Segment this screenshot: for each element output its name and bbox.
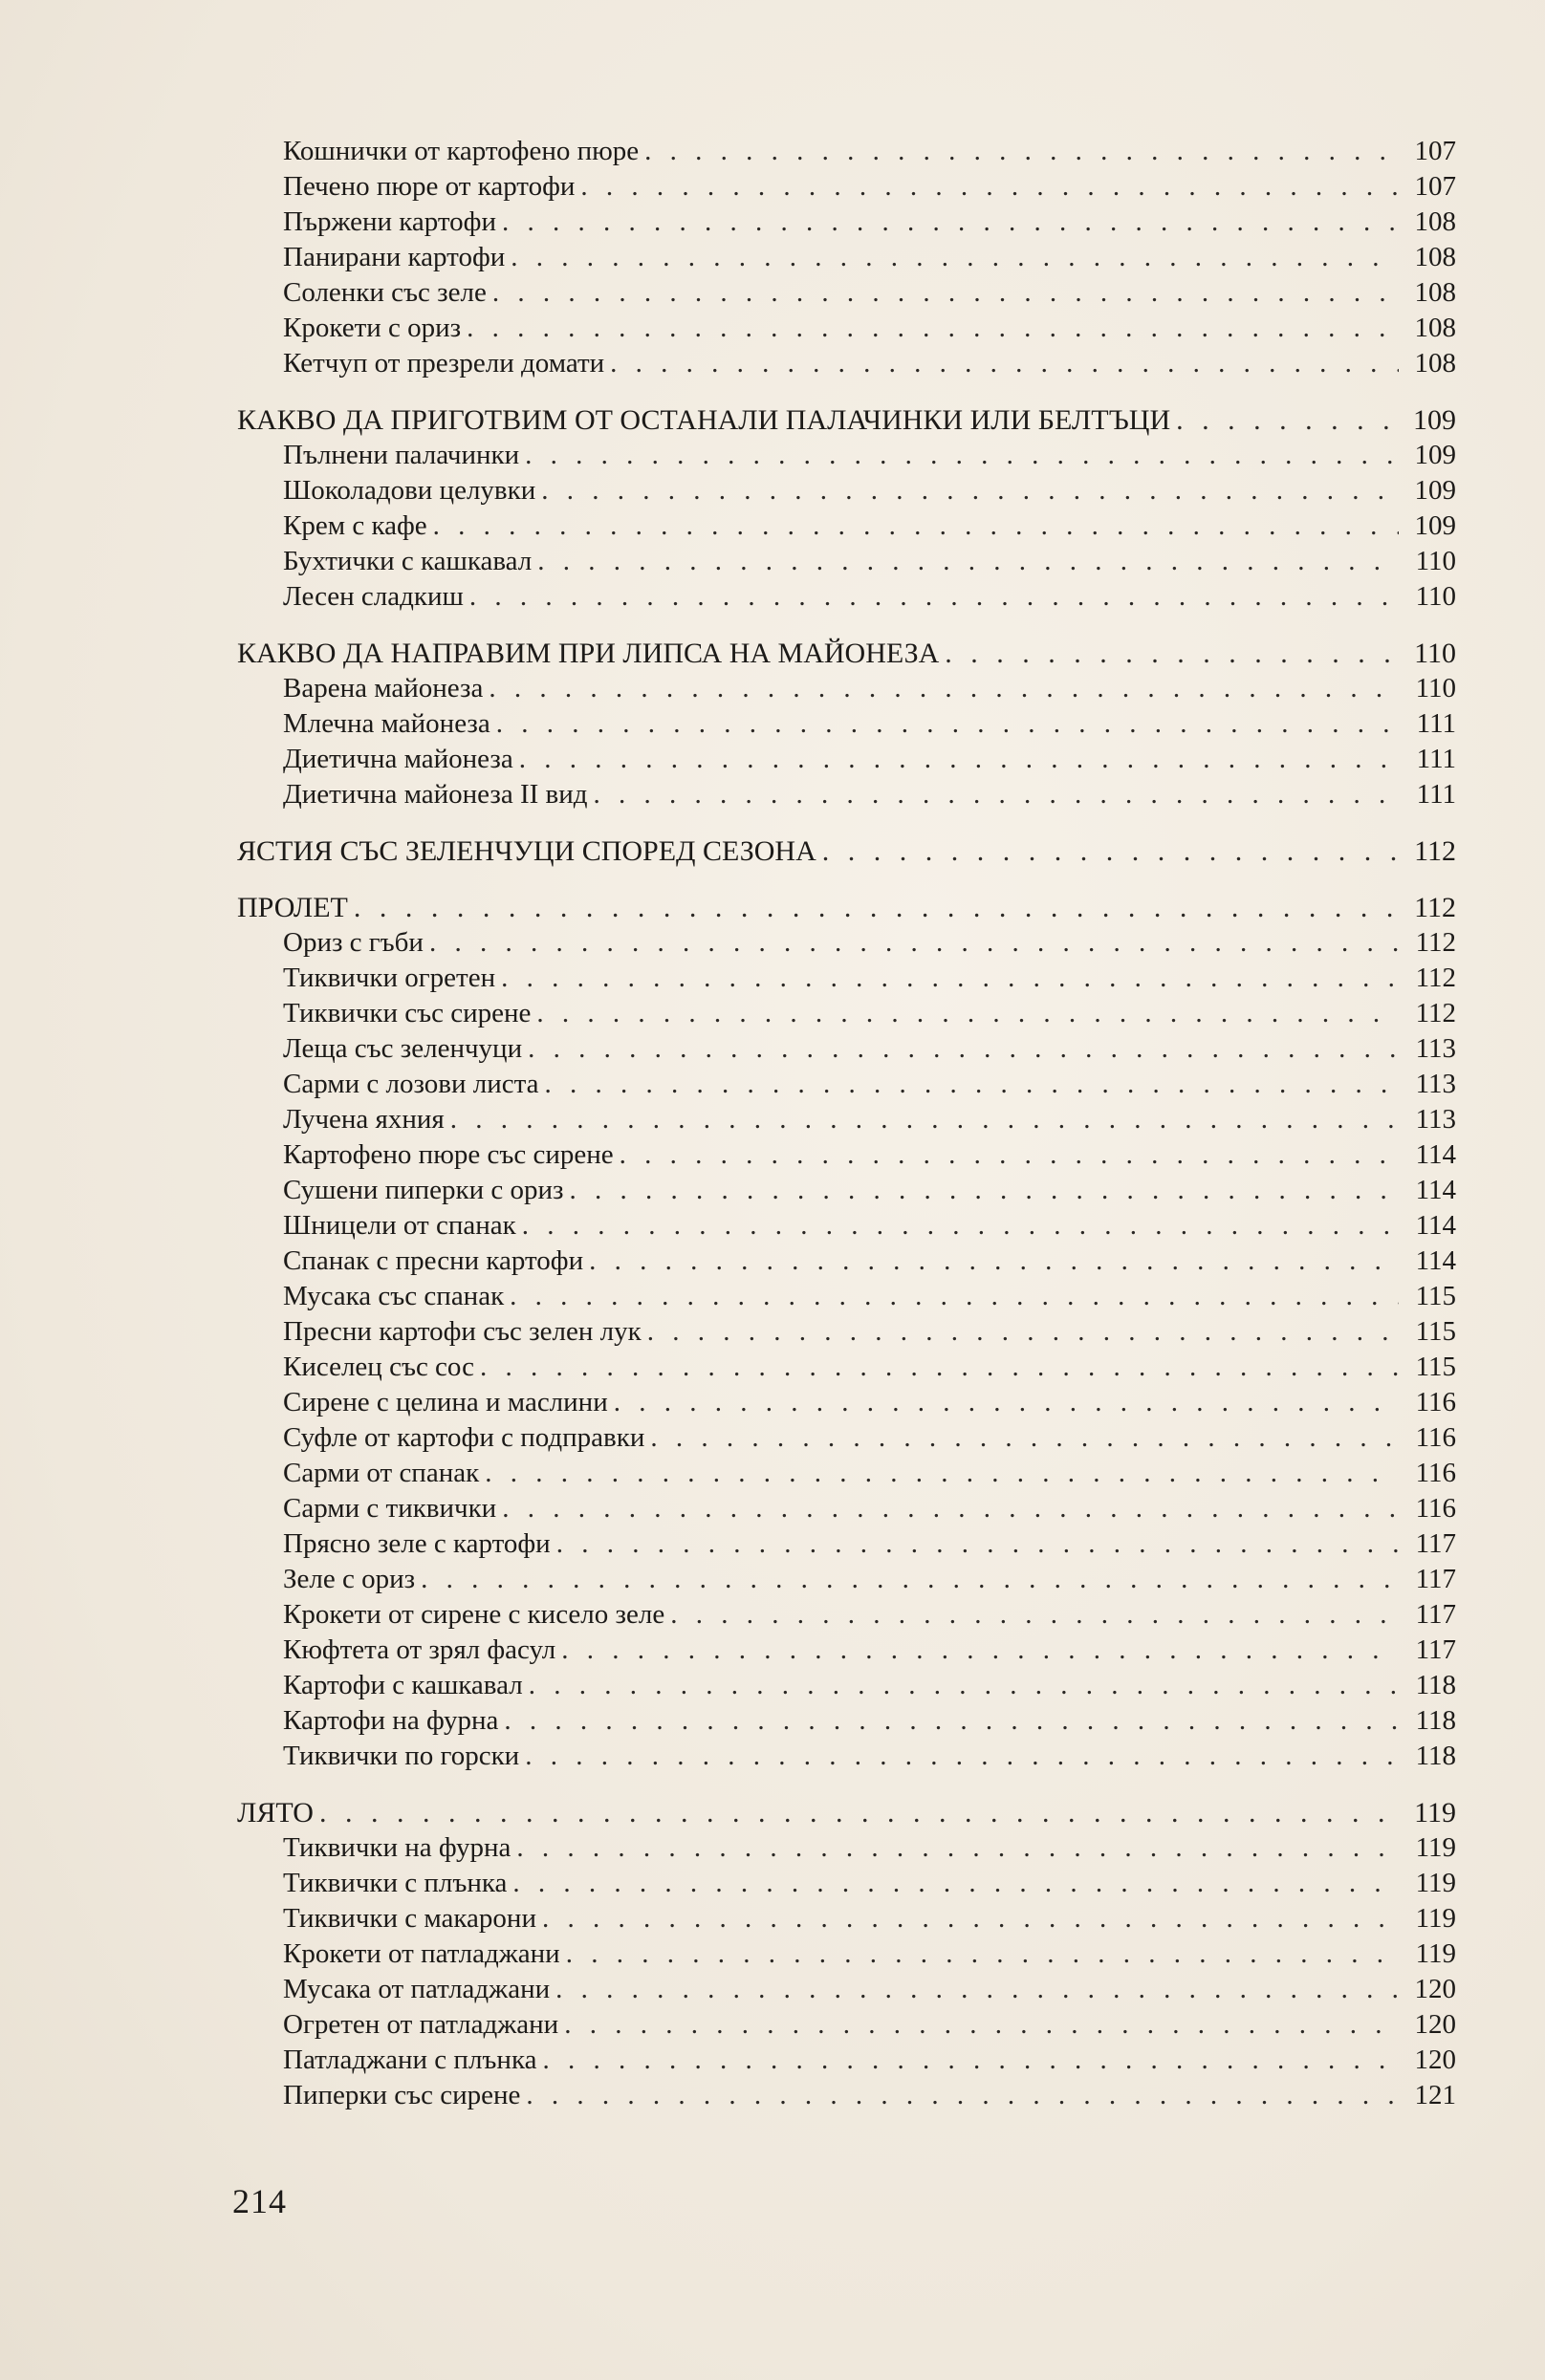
section-gap xyxy=(237,381,1456,402)
dot-leader xyxy=(519,742,1399,777)
toc-entry-page: 112 xyxy=(1415,927,1456,958)
toc-entry xyxy=(237,205,1456,240)
toc-entry xyxy=(237,1866,1456,1901)
section-heading-title: КАКВО ДА ПРИГОТВИМ ОТ ОСТАНАЛИ ПАЛАЧИНКИ ИЛИ БЕЛТЪЦИ xyxy=(237,404,1171,436)
toc-entry-page: 110 xyxy=(1415,546,1456,576)
dot-leader xyxy=(647,1314,1399,1350)
toc-entry-page: 117 xyxy=(1415,1528,1456,1559)
toc-entry xyxy=(237,1385,1456,1420)
toc-entry xyxy=(237,706,1456,742)
dot-leader xyxy=(536,996,1399,1031)
toc-entry-title: Картофи на фурна xyxy=(283,1705,499,1736)
dot-leader xyxy=(511,240,1399,275)
dot-leader xyxy=(496,706,1399,742)
toc-entry xyxy=(237,1456,1456,1491)
toc-entry-title: Шоколадови целувки xyxy=(283,475,536,506)
toc-entry xyxy=(237,2007,1456,2043)
dot-leader xyxy=(545,1067,1400,1102)
toc-entry-title: Мусака от патладжани xyxy=(283,1974,551,2004)
toc-entry-title: Тиквички с плънка xyxy=(283,1868,508,1898)
toc-entry xyxy=(237,671,1456,706)
toc-entry-page: 113 xyxy=(1415,1069,1456,1099)
toc-entry-page: 120 xyxy=(1414,1974,1456,2004)
toc-entry-page: 108 xyxy=(1414,206,1456,237)
dot-leader xyxy=(555,1972,1399,2007)
section-heading-page: 109 xyxy=(1413,404,1456,436)
dot-leader xyxy=(541,473,1399,508)
toc-entry-page: 112 xyxy=(1415,998,1456,1028)
toc-entry xyxy=(237,996,1456,1031)
toc-entry-title: Тиквички на фурна xyxy=(283,1832,511,1863)
toc-entry-page: 113 xyxy=(1415,1033,1456,1064)
toc-entry-page: 119 xyxy=(1415,1938,1456,1969)
toc-entry-title: Пиперки със сирене xyxy=(283,2080,521,2110)
dot-leader xyxy=(580,169,1399,205)
section-heading-title: ЯСТИЯ СЪС ЗЕЛЕНЧУЦИ СПОРЕД СЕЗОНА xyxy=(237,835,816,867)
toc-entry-title: Тиквички с макарони xyxy=(283,1903,536,1934)
dot-leader xyxy=(564,2007,1399,2043)
toc-entry xyxy=(237,961,1456,996)
toc-entry-title: Зеле с ориз xyxy=(283,1564,416,1594)
toc-entry-page: 117 xyxy=(1415,1599,1456,1630)
toc-entry-page: 115 xyxy=(1415,1281,1456,1311)
toc-entry xyxy=(237,1526,1456,1562)
toc-entry-title: Шницели от спанак xyxy=(283,1210,516,1241)
toc-entry xyxy=(237,1830,1456,1866)
toc-entry-title: Сирене с целина и маслини xyxy=(283,1387,608,1417)
dot-leader xyxy=(501,961,1399,996)
section-heading-page: 112 xyxy=(1414,892,1456,923)
toc-entry-page: 116 xyxy=(1415,1422,1456,1453)
section-heading-title: ПРОЛЕТ xyxy=(237,892,348,923)
toc-entry xyxy=(237,1739,1456,1774)
toc-entry-page: 114 xyxy=(1415,1139,1456,1170)
toc-entry-title: Прясно зеле с картофи xyxy=(283,1528,551,1559)
toc-entry-page: 119 xyxy=(1415,1868,1456,1898)
dot-leader xyxy=(670,1597,1399,1633)
toc-entry-page: 108 xyxy=(1414,313,1456,343)
toc-entry xyxy=(237,473,1456,508)
page-number: 214 xyxy=(232,2182,287,2220)
toc-entry-page: 121 xyxy=(1414,2080,1456,2110)
toc-entry xyxy=(237,1314,1456,1350)
dot-leader xyxy=(822,833,1399,869)
section-gap xyxy=(237,1774,1456,1795)
toc-entry-title: Патладжани с плънка xyxy=(283,2045,537,2075)
section-gap xyxy=(237,869,1456,890)
section-heading-page: 119 xyxy=(1414,1797,1456,1828)
toc-entry-page: 116 xyxy=(1415,1458,1456,1488)
dot-leader xyxy=(644,134,1399,169)
toc-entry xyxy=(237,240,1456,275)
dot-leader xyxy=(945,636,1399,671)
toc-entry-title: Крем с кафе xyxy=(283,510,427,541)
toc-entry-page: 107 xyxy=(1414,171,1456,202)
toc-entry-title: Бухтички с кашкавал xyxy=(283,546,533,576)
dot-leader xyxy=(526,2078,1399,2113)
dot-leader xyxy=(542,1901,1399,1936)
dot-leader xyxy=(650,1420,1399,1456)
toc-entry-page: 108 xyxy=(1414,348,1456,379)
section-heading xyxy=(237,636,1456,671)
toc-entry-page: 116 xyxy=(1415,1387,1456,1417)
toc-entry-page: 119 xyxy=(1415,1832,1456,1863)
dot-leader xyxy=(502,1491,1399,1526)
toc-entry-title: Диетична майонеза xyxy=(283,744,513,774)
toc-entry-title: Тиквички по горски xyxy=(283,1741,520,1771)
section-heading xyxy=(237,1795,1456,1830)
dot-leader xyxy=(1176,402,1399,438)
toc-entry xyxy=(237,1972,1456,2007)
toc-entry xyxy=(237,1137,1456,1173)
toc-entry xyxy=(237,2078,1456,2113)
dot-leader xyxy=(561,1633,1399,1668)
toc-entry-title: Пресни картофи със зелен лук xyxy=(283,1316,642,1347)
toc-entry-page: 109 xyxy=(1414,510,1456,541)
toc-entry-page: 108 xyxy=(1414,242,1456,272)
toc-entry xyxy=(237,1703,1456,1739)
toc-entry-title: Огретен от патладжани xyxy=(283,2009,559,2040)
toc-entry-page: 117 xyxy=(1415,1564,1456,1594)
toc-entry-title: Кюфтета от зрял фасул xyxy=(283,1634,556,1665)
toc-entry-title: Мусака със спанак xyxy=(283,1281,505,1311)
dot-leader xyxy=(433,508,1399,544)
toc-entry-page: 110 xyxy=(1415,673,1456,703)
toc-entry xyxy=(237,1668,1456,1703)
toc-entry-page: 107 xyxy=(1414,136,1456,166)
dot-leader xyxy=(489,671,1399,706)
toc-entry-title: Варена майонеза xyxy=(283,673,484,703)
toc-entry-page: 115 xyxy=(1415,1352,1456,1382)
toc-entry-page: 110 xyxy=(1415,581,1456,612)
toc-entry-page: 113 xyxy=(1415,1104,1456,1135)
toc-entry-title: Диетична майонеза II вид xyxy=(283,779,588,810)
toc-entry xyxy=(237,169,1456,205)
toc-entry-title: Сарми с тиквички xyxy=(283,1493,497,1524)
toc-entry-page: 109 xyxy=(1414,475,1456,506)
toc-entry xyxy=(237,1562,1456,1597)
toc-entry-title: Лесен сладкиш xyxy=(283,581,464,612)
toc-entry xyxy=(237,1597,1456,1633)
dot-leader xyxy=(610,346,1399,381)
dot-leader xyxy=(589,1244,1399,1279)
section-heading-title: КАКВО ДА НАПРАВИМ ПРИ ЛИПСА НА МАЙОНЕЗА xyxy=(237,638,940,669)
toc-entry xyxy=(237,1901,1456,1936)
toc-entry-page: 120 xyxy=(1414,2009,1456,2040)
toc-entry-page: 108 xyxy=(1414,277,1456,308)
dot-leader xyxy=(620,1137,1399,1173)
toc-entry-title: Печено пюре от картофи xyxy=(283,171,576,202)
toc-entry xyxy=(237,2043,1456,2078)
dot-leader xyxy=(522,1208,1399,1244)
toc-entry xyxy=(237,1350,1456,1385)
dot-leader xyxy=(512,1866,1399,1901)
toc-entry-title: Тиквички със сирене xyxy=(283,998,532,1028)
dot-leader xyxy=(480,1350,1399,1385)
toc-entry xyxy=(237,1244,1456,1279)
toc-entry-page: 114 xyxy=(1415,1175,1456,1205)
table-of-contents xyxy=(237,134,1456,2113)
toc-entry xyxy=(237,544,1456,579)
toc-entry-title: Пържени картофи xyxy=(283,206,496,237)
toc-entry xyxy=(237,1102,1456,1137)
toc-entry-title: Леща със зеленчуци xyxy=(283,1033,523,1064)
toc-entry-title: Кошнички от картофено пюре xyxy=(283,136,640,166)
toc-entry-page: 119 xyxy=(1415,1903,1456,1934)
toc-entry xyxy=(237,579,1456,615)
dot-leader xyxy=(492,275,1399,311)
toc-entry-page: 109 xyxy=(1414,440,1456,470)
toc-entry-page: 118 xyxy=(1415,1741,1456,1771)
dot-leader xyxy=(485,1456,1399,1491)
toc-entry-page: 114 xyxy=(1415,1245,1456,1276)
toc-entry-title: Спанак с пресни картофи xyxy=(283,1245,584,1276)
toc-entry-title: Соленки със зеле xyxy=(283,277,487,308)
toc-entry-title: Млечна майонеза xyxy=(283,708,490,739)
dot-leader xyxy=(537,544,1399,579)
toc-entry-page: 115 xyxy=(1415,1316,1456,1347)
toc-entry xyxy=(237,1067,1456,1102)
dot-leader xyxy=(525,438,1399,473)
toc-entry xyxy=(237,1173,1456,1208)
section-heading xyxy=(237,402,1456,438)
toc-entry-page: 112 xyxy=(1415,963,1456,993)
toc-entry xyxy=(237,1491,1456,1526)
toc-entry xyxy=(237,1633,1456,1668)
dot-leader xyxy=(529,1668,1399,1703)
toc-entry xyxy=(237,925,1456,961)
section-heading xyxy=(237,833,1456,869)
dot-leader xyxy=(502,205,1399,240)
toc-entry-page: 114 xyxy=(1415,1210,1456,1241)
dot-leader xyxy=(429,925,1399,961)
toc-entry-title: Киселец със сос xyxy=(283,1352,475,1382)
toc-entry-title: Панирани картофи xyxy=(283,242,506,272)
dot-leader xyxy=(566,1936,1399,1972)
toc-entry xyxy=(237,1208,1456,1244)
toc-entry xyxy=(237,1031,1456,1067)
toc-entry-title: Кетчуп от презрели домати xyxy=(283,348,605,379)
section-heading-title: ЛЯТО xyxy=(237,1797,314,1828)
section-heading xyxy=(237,890,1456,925)
toc-entry-title: Суфле от картофи с подправки xyxy=(283,1422,645,1453)
dot-leader xyxy=(570,1173,1400,1208)
toc-entry-page: 117 xyxy=(1415,1634,1456,1665)
dot-leader xyxy=(467,311,1399,346)
toc-entry-title: Лучена яхния xyxy=(283,1104,445,1135)
toc-entry-title: Тиквички огретен xyxy=(283,963,496,993)
dot-leader xyxy=(504,1703,1399,1739)
toc-entry-page: 111 xyxy=(1416,779,1456,810)
toc-entry xyxy=(237,346,1456,381)
toc-entry-page: 111 xyxy=(1416,744,1456,774)
toc-entry-title: Крокети от патладжани xyxy=(283,1938,560,1969)
toc-entry-title: Ориз с гъби xyxy=(283,927,424,958)
dot-leader xyxy=(542,2043,1399,2078)
toc-entry-title: Сарми с лозови листа xyxy=(283,1069,539,1099)
toc-entry xyxy=(237,1936,1456,1972)
dot-leader xyxy=(319,1795,1399,1830)
toc-entry-page: 118 xyxy=(1415,1670,1456,1700)
dot-leader xyxy=(450,1102,1399,1137)
toc-entry-title: Пълнени палачинки xyxy=(283,440,520,470)
toc-entry-title: Крокети с ориз xyxy=(283,313,462,343)
dot-leader xyxy=(510,1279,1399,1314)
toc-entry xyxy=(237,275,1456,311)
toc-entry-title: Сушени пиперки с ориз xyxy=(283,1175,564,1205)
toc-entry-title: Сарми от спанак xyxy=(283,1458,480,1488)
dot-leader xyxy=(525,1739,1399,1774)
toc-entry xyxy=(237,742,1456,777)
dot-leader xyxy=(354,890,1399,925)
section-heading-page: 110 xyxy=(1414,638,1456,669)
toc-entry xyxy=(237,1279,1456,1314)
dot-leader xyxy=(528,1031,1399,1067)
section-gap xyxy=(237,812,1456,833)
dot-leader xyxy=(421,1562,1399,1597)
toc-entry xyxy=(237,134,1456,169)
toc-entry-title: Крокети от сирене с кисело зеле xyxy=(283,1599,665,1630)
toc-entry-page: 120 xyxy=(1414,2045,1456,2075)
dot-leader xyxy=(516,1830,1399,1866)
section-heading-page: 112 xyxy=(1414,835,1456,867)
toc-entry-page: 116 xyxy=(1415,1493,1456,1524)
toc-entry-title: Картофено пюре със сирене xyxy=(283,1139,614,1170)
toc-entry-page: 118 xyxy=(1415,1705,1456,1736)
toc-entry-title: Картофи с кашкавал xyxy=(283,1670,523,1700)
toc-entry xyxy=(237,508,1456,544)
toc-entry-page: 111 xyxy=(1416,708,1456,739)
dot-leader xyxy=(556,1526,1399,1562)
dot-leader xyxy=(469,579,1399,615)
toc-entry xyxy=(237,311,1456,346)
toc-entry xyxy=(237,438,1456,473)
toc-entry xyxy=(237,777,1456,812)
section-gap xyxy=(237,615,1456,636)
dot-leader xyxy=(614,1385,1399,1420)
toc-entry xyxy=(237,1420,1456,1456)
dot-leader xyxy=(594,777,1400,812)
